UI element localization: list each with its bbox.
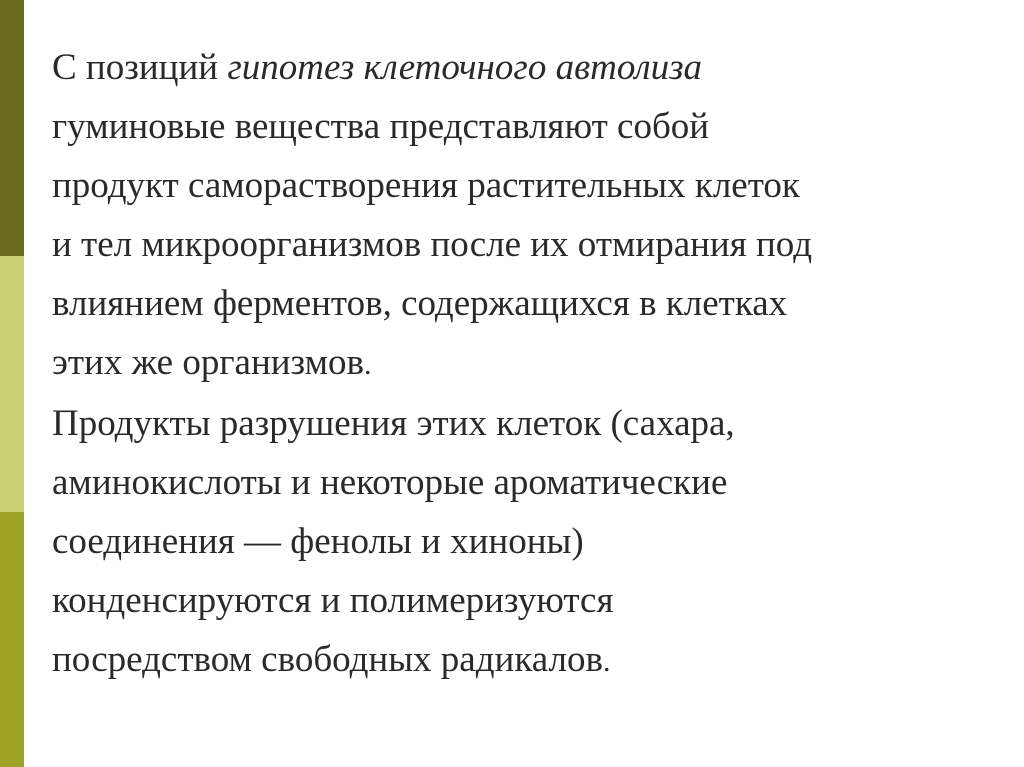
text-line: аминокислоты и некоторые ароматические [52, 462, 728, 503]
italic-term: гипотез клеточного автолиза [227, 47, 703, 88]
text-line: влиянием ферментов, содержащихся в клетках [52, 283, 788, 324]
text-line [52, 630, 992, 691]
text-fragment: этих же организмов [52, 342, 365, 383]
text-line: конденсируются и полимеризуются [52, 580, 614, 621]
period: . [602, 645, 611, 678]
slide-body-text [52, 38, 992, 691]
text-line: и тел микроорганизмов после их отмирания под [52, 224, 813, 265]
period: . [364, 348, 372, 381]
text-fragment: посредством свободных радикалов [52, 639, 603, 680]
accent-stripe-middle [0, 256, 24, 512]
text-fragment: С позиций [52, 47, 228, 88]
text-line: соединения — фенолы и хиноны) [52, 521, 584, 562]
text-line [52, 333, 992, 394]
text-line: гуминовые вещества представляют собой [52, 106, 710, 147]
accent-stripe-top [0, 0, 24, 256]
text-line: Продукты разрушения этих клеток (сахара, [52, 403, 735, 444]
text-line [52, 38, 992, 97]
text-line: продукт саморастворения растительных клеток [52, 165, 800, 206]
accent-stripe-bottom [0, 512, 24, 767]
